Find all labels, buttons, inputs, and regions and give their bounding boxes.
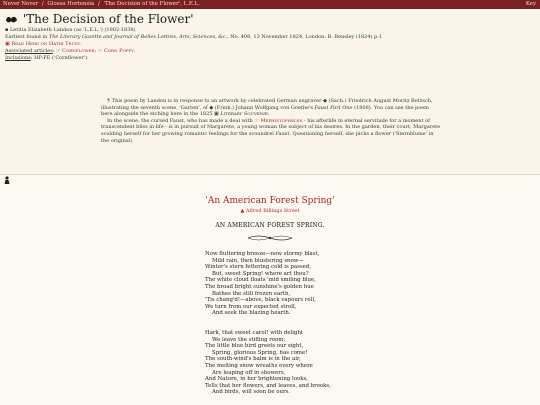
poem-line: And Nature, in her brightening looks,: [205, 376, 308, 383]
section-divider: [0, 174, 540, 175]
associated-corn-poppy-link[interactable]: Corn Poppy: [103, 48, 134, 55]
found-journal: The Literary Gazette and Journal of Belles Lettres, Arts, Sciences, &c.: [48, 33, 228, 40]
poem-line: But, sweet Spring! where art thou?: [212, 270, 309, 277]
poem-stanza-2: [205, 330, 405, 396]
poem-line: 'Tis chang'd!—above, black vapours roll,: [205, 297, 316, 304]
key-link[interactable]: Key: [525, 1, 536, 7]
breadcrumb-separator: /: [41, 1, 44, 7]
inclusions-value: HP:FE ('Cornflower').: [34, 55, 89, 62]
poem-line: We leave the stifling room;: [212, 336, 286, 343]
poem-heading: AN AMERICAN FOREST SPRING.: [215, 222, 325, 229]
poem-line: Mild rain, then blustering snow—: [212, 257, 304, 264]
associated-label: Associated articles: [5, 48, 53, 55]
hand-icon: ☞: [56, 48, 61, 55]
breadcrumb-separator: /: [97, 1, 100, 7]
poem-author[interactable]: ▲ Alfred Billings Street: [240, 208, 300, 214]
poem-line: Are leaping off in showers,: [212, 369, 286, 376]
ornament-divider: [246, 234, 294, 242]
hand-icon: ☞: [97, 48, 103, 55]
hathi-trust-link[interactable]: ▣ Read Here on Hathi Trust.: [5, 40, 82, 47]
found-suffix: , No. 408, 13 November 1824, London: B. Bensley (1824) p.1: [227, 33, 383, 40]
hand-icon: ☞: [254, 117, 261, 124]
article-header: 'The Decision of the Flower' ▪ Letitia Elizabeth Landon (as 'L.E.L.') (1802-1838) Earliest found in The Literary Gazette and Journal of Belles Lettres, Arts, Sciences, &c., No. 408, 13 November 1824, London: B. Bensley (1824) p.1 ▣ Read Here on Hathi Trust. Associated articles: ☞ Cornflower; ☞ Corn Poppy. Inclusions: HP:FE ('Cornflower').: [5, 12, 383, 62]
found-prefix: Earliest found in: [5, 33, 49, 40]
poem-title: 'An American Forest Spring': [205, 196, 335, 206]
flower-icon: [5, 13, 19, 27]
breadcrumb-glossa-hortensia[interactable]: Glossa Hortensia: [47, 1, 95, 7]
book-icon: ▣: [214, 111, 221, 118]
person-icon: [4, 176, 10, 186]
etching-icon: ◆: [209, 104, 214, 111]
poem-line: And birds, will soon be ours.: [212, 389, 290, 396]
inclusions-label: Inclusions: [5, 55, 31, 62]
person-icon: ▲: [240, 208, 246, 214]
poem-line: Bathes the still frozen earth,: [212, 290, 291, 297]
top-nav-bar: [0, 0, 540, 9]
poem-line: The white cloud floats 'mid smiling blue,: [205, 277, 316, 284]
headnote-paragraph-2: In the scene, the cursed Faust, who has made a deal with ☞ Mephistopheles - his afterlife in eternal servitude for a moment of transcendent bliss in life - is in pursuit of Margarete, a young woman the subject of his desires. In the garden, their court, Margarete scolding herself for her growing romantic feelings for the scoundrel Faust. Questioning herself, she picks a flower ('Sternblume' in the original): [101, 117, 441, 144]
author-bullet: ▪: [5, 26, 10, 33]
etching-icon: ◆: [323, 98, 327, 104]
poem-line: Now fluttering breeze—now stormy blast,: [205, 251, 320, 257]
poem-line: Tells that her flowers, and leaves, and brooks,: [205, 382, 331, 389]
pilcrow-icon: ¶: [107, 98, 112, 104]
poem-line: The little blue bird greets our sight,: [205, 343, 304, 350]
poem-line: Spring, glorious Spring, has come!: [212, 349, 308, 356]
headnote-paragraph-1: ¶ This poem by Landon is in response to an artwork by celebrated German engraver ◆ (Sach.) Friedrich August Moritz Retzsch, illustrating the seventh scene, 'Garten', of ◆ (Frink.) Johann Wolfgang von Goethe's Faust Part One (1808). You can see the poem here alongside the etching here in the 1825 ▣ Literary Souvenir.: [101, 98, 433, 118]
book-icon: ▣: [5, 40, 12, 47]
poem-stanza-1: [205, 251, 405, 317]
poem-line: We turn from our expected stroll,: [205, 303, 297, 310]
breadcrumb: [3, 0, 202, 9]
associated-cornflower-link[interactable]: Cornflower: [62, 48, 95, 55]
breadcrumb-never-never[interactable]: Never Never: [3, 1, 39, 7]
poem-line: The broad bright sunshine's golden hue: [205, 283, 314, 290]
page-title: 'The Decision of the Flower': [22, 12, 194, 26]
literary-souvenir-link[interactable]: ▣ Literary Souvenir.: [214, 111, 270, 118]
poem-line: Hark, that sweet carol! with delight: [205, 330, 304, 336]
headnote: [101, 98, 441, 144]
poem-line: The south-wind's balm is in the air,: [205, 356, 301, 363]
breadcrumb-current-page: 'The Decision of the Flower', L.E.L.: [103, 1, 200, 7]
poem-line: Winter's stern fettering cold is passed,: [205, 264, 311, 271]
mephistopheles-link[interactable]: ☞ Mephistopheles: [254, 117, 303, 124]
poem-line: And seek the blazing hearth.: [212, 310, 291, 317]
author-line: Letitia Elizabeth Landon (as 'L.E.L.') (1802-1838): [9, 26, 136, 33]
poem-line: The melting snow wreaths every where: [205, 362, 313, 369]
